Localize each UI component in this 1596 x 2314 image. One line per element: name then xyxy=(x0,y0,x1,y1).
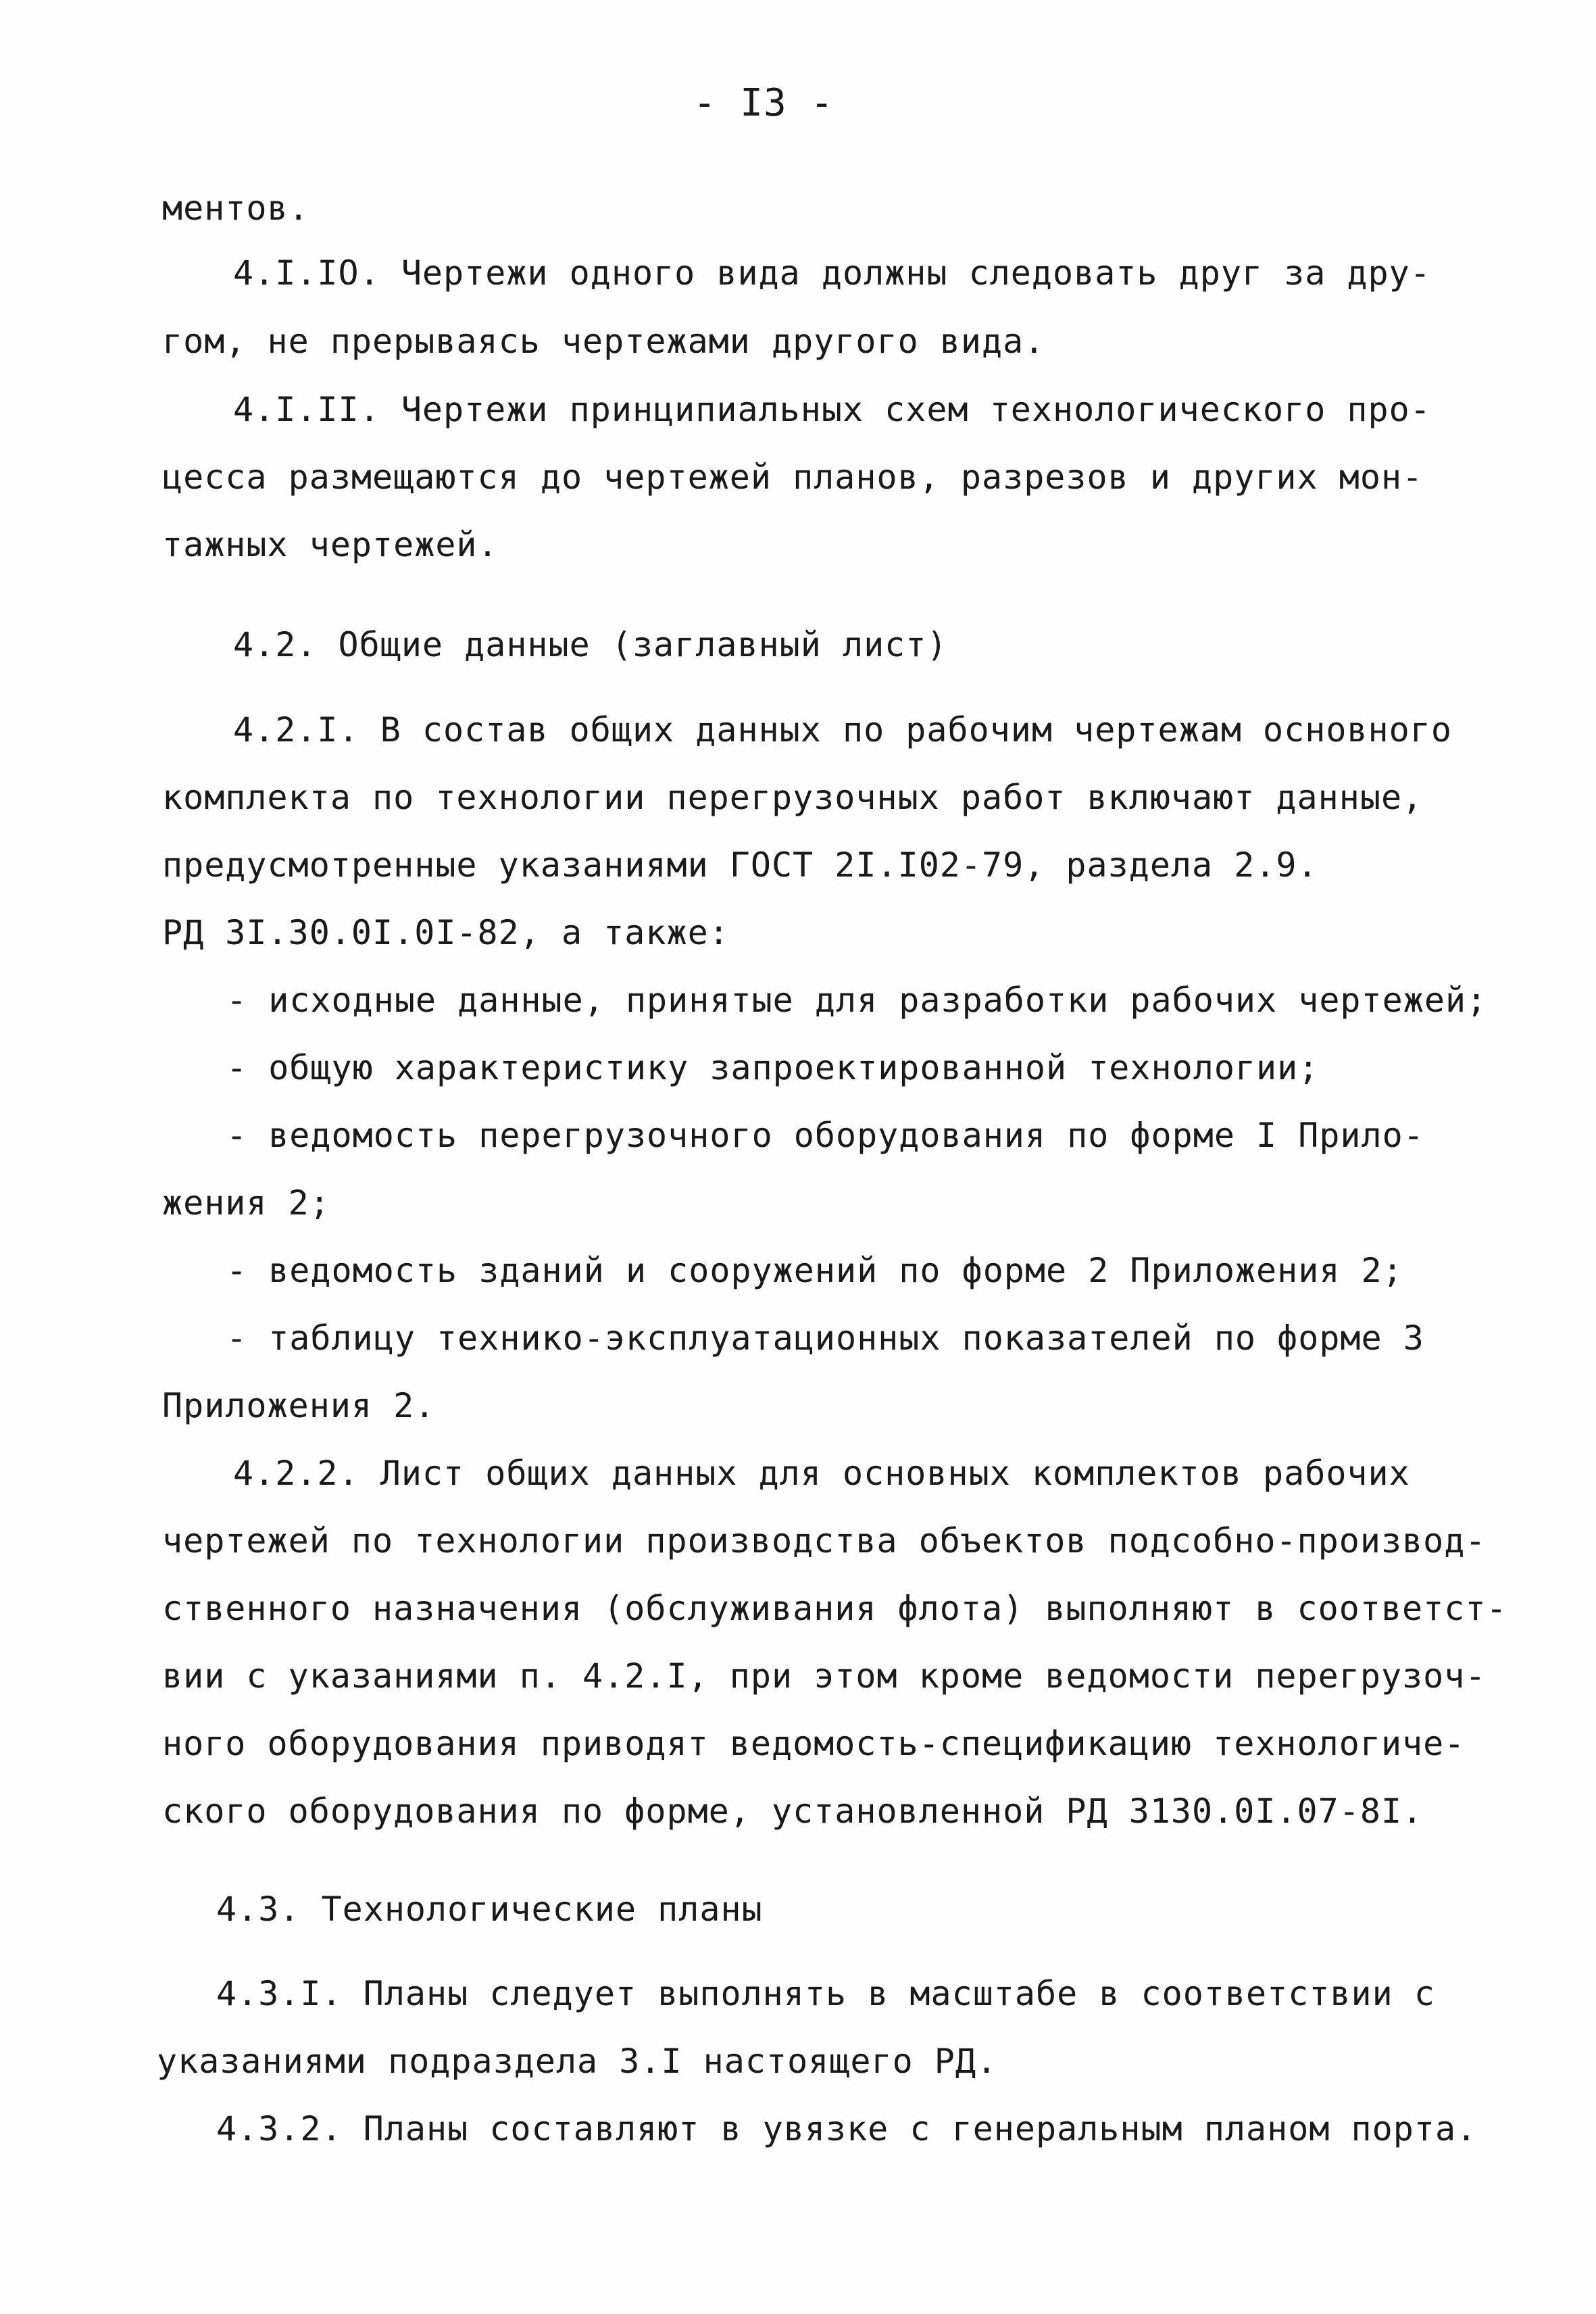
text-line: чертежей по технологии производства объектов подсобно-производ- xyxy=(162,1521,1487,1560)
list-item: - общую характеристику запроектированной технологии; xyxy=(226,1048,1320,1087)
text-line: 4.I.II. Чертежи принципиальных схем технологического про- xyxy=(233,390,1431,429)
text-line: тажных чертежей. xyxy=(162,525,499,564)
text-line: ного оборудования приводят ведомость-спецификацию технологиче- xyxy=(162,1724,1466,1763)
text-line: 4.2.2. Лист общих данных для основных комплектов рабочих xyxy=(233,1454,1410,1493)
text-line: вии с указаниями п. 4.2.I, при этом кроме ведомости перегрузоч- xyxy=(162,1656,1487,1696)
text-line: ского оборудования по форме, установленной РД 3130.0I.07-8I. xyxy=(162,1792,1424,1831)
page-number: - I3 - xyxy=(693,81,834,125)
text-line: гом, не прерываясь чертежами другого вида. xyxy=(162,322,1045,361)
list-item: - ведомость зданий и сооружений по форме 2 Приложения 2; xyxy=(226,1251,1403,1290)
list-item: - ведомость перегрузочного оборудования по форме I Прило- xyxy=(226,1116,1424,1155)
text-line: 4.2.I. В состав общих данных по рабочим чертежам основного xyxy=(233,710,1452,749)
text-line: указаниями подраздела 3.I настоящего РД. xyxy=(157,2042,998,2081)
text-line: цесса размещаются до чертежей планов, разрезов и других мон- xyxy=(162,458,1424,497)
text-line: предусмотренные указаниями ГОСТ 2I.I02-79, раздела 2.9. xyxy=(162,845,1318,885)
section-heading: 4.2. Общие данные (заглавный лист) xyxy=(233,625,948,664)
text-line: ментов. xyxy=(162,189,309,228)
text-line: ственного назначения (обслуживания флота) выполняют в соответст- xyxy=(162,1589,1507,1628)
text-line: Приложения 2. xyxy=(162,1386,436,1425)
text-line: жения 2; xyxy=(162,1183,330,1223)
text-line: комплекта по технологии перегрузочных работ включают данные, xyxy=(162,778,1424,817)
text-line: 4.3.2. Планы составляют в увязке с генеральным планом порта. xyxy=(216,2109,1478,2148)
text-line: 4.3.I. Планы следует выполнять в масштабе в соответствии с xyxy=(216,1974,1435,2013)
section-heading: 4.3. Технологические планы xyxy=(216,1890,763,1929)
list-item: - таблицу технико-эксплуатационных показателей по форме 3 xyxy=(226,1319,1424,1358)
text-line: 4.I.IO. Чертежи одного вида должны следовать друг за дру- xyxy=(233,253,1431,293)
list-item: - исходные данные, принятые для разработки рабочих чертежей; xyxy=(226,981,1488,1020)
text-line: РД 3I.30.0I.0I-82, а также: xyxy=(162,913,730,952)
